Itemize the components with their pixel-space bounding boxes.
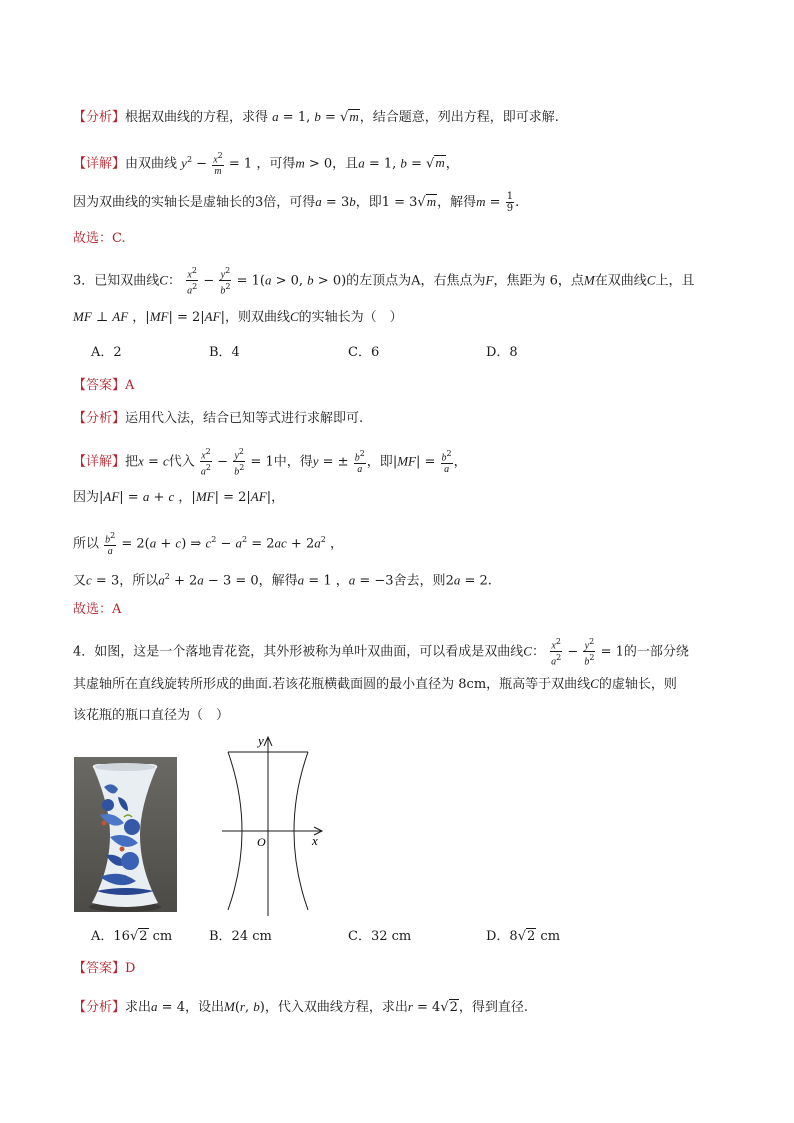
q3-option-c[interactable]: C．6 xyxy=(348,345,380,360)
q3-stem-line2: MF ⊥ AF ，|MF| = 2|AF|，则双曲线C的实轴长为（ ） xyxy=(73,309,403,325)
q4-option-a[interactable]: A．16√2 cm xyxy=(91,929,173,944)
q3-stem: 3．已知双曲线C： $\frac{x^2}{a^2}$ − $\frac{y^2}{b^2}$ = 1(a > 0, b > 0)的左顶点为A，右焦点为F，焦距为 6，点M在双曲线C上，且 xyxy=(73,266,695,297)
detail-line-q2: 【详解】由双曲线 $y^2$ − $\frac{x^2}{m}$ = 1 ，可得m > 0，且a = 1, b = √m， xyxy=(73,151,459,178)
q4-analysis: 【分析】求出a = 4，设出M(r, b)，代入双曲线方程，求出r = 4√2，得到直径. xyxy=(73,999,529,1015)
q4-stem-line2: 其虚轴所在直线旋转所形成的曲面.若该花瓶横截面圆的最小直径为 8cm，瓶高等于双曲线C的虚轴长，则 xyxy=(73,676,677,692)
q3-option-b[interactable]: B．4 xyxy=(209,345,240,360)
q3-detail: 【详解】把x = c代入 $\frac{x^2}{a^2}$ − $\frac{y^2}{b^2}$ = 1中，得y = ± $\frac{b^2}{a}$ ，即|MF| = $\frac{b^2}{a}$ ， xyxy=(73,447,467,478)
q4-option-c[interactable]: C．32 cm xyxy=(348,929,412,944)
q4-answer: 【答案】D xyxy=(73,961,136,976)
q4-option-d[interactable]: D．8√2 cm xyxy=(486,929,561,944)
hyperbola-diagram xyxy=(218,734,330,919)
q3-analysis: 【分析】运用代入法，结合已知等式进行求解即可. xyxy=(73,411,364,426)
origin-label: O xyxy=(257,835,266,849)
q4-option-b[interactable]: B．24 cm xyxy=(209,929,272,944)
choose-line-q2: 故选：C. xyxy=(73,231,126,246)
q3-option-a[interactable]: A．2 xyxy=(91,345,122,360)
analysis-line-q2: 【分析】根据双曲线的方程，求得 a = 1, b = √m，结合题意，列出方程，即可求解. xyxy=(73,109,559,125)
x-label: x xyxy=(312,833,318,848)
detail-line2-q2: 因为双曲线的实轴长是虚轴长的3倍，可得a = 3b，即1 = 3√m，解得m = $\frac{1}{9}$ . xyxy=(73,191,520,214)
q4-stem: 4．如图，这是一个落地青花瓷，其外形被称为单叶双曲面，可以看成是双曲线C： $\frac{x^2}{a^2}$ − $\frac{y^2}{b^2}$ = 1的一部分绕 xyxy=(73,637,689,668)
q3-answer: 【答案】A xyxy=(73,378,135,393)
vase-illustration xyxy=(74,757,177,912)
q3-detail-l4: 又c = 3，所以$a^2 + 2a - 3 = 0$，解得a = 1 ，a = −3舍去，则2a = 2. xyxy=(73,572,492,589)
vase-photo xyxy=(74,757,177,912)
y-label: y xyxy=(258,734,264,748)
q3-option-d[interactable]: D．8 xyxy=(486,345,518,360)
q4-stem-line3: 该花瓶的瓶口直径为（ ） xyxy=(73,708,230,723)
q3-detail-l3: 所以 $\frac{b^2}{a}$ = 2(a + c) ⇒ $c^2 - a^2 = 2ac + 2a^2$ ， xyxy=(73,531,343,558)
q3-detail-l2: 因为|AF| = a + c ，|MF| = 2|AF|， xyxy=(73,489,285,505)
q3-choose: 故选：A xyxy=(73,602,122,617)
